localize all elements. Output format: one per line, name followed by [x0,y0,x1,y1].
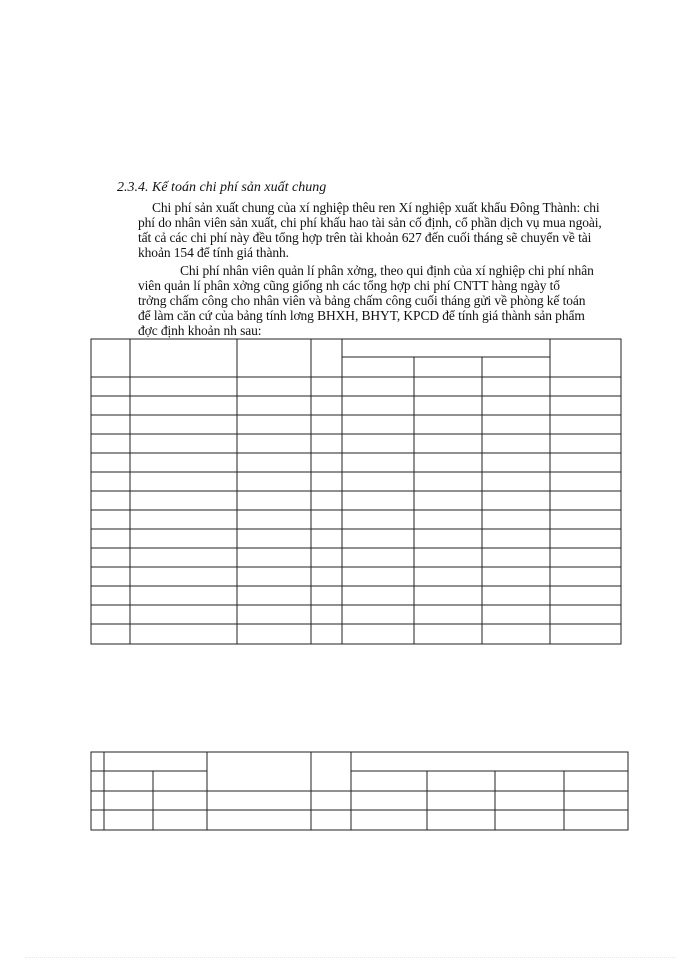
paragraph-2-line: trởng chấm công cho nhân viên và bảng chấm công cuối tháng gửi về phòng kế toán [138,293,586,308]
paragraph-2-line: để làm căn cứ của bảng tính lơng BHXH, BHYT, KPCD để tính giá thành sản phẩm [138,308,585,323]
paragraph-2-line: Chi phí nhân viên quản lí phân xởng, theo qui định của xí nghiệp chi phí nhân [180,263,594,278]
paragraph-1-line: Chi phí sản xuất chung của xí nghiệp thêu ren Xí nghiệp xuất khẩu Đông Thành: chi [152,200,600,215]
paragraph-2-line: viên quản lí phân xởng cũng giống nh các tổng hợp chi phí CNTT hàng ngày tổ [138,278,560,293]
paragraph-1-line: phí do nhân viên sản xuất, chi phí khấu hao tài sản cố định, cổ phần dịch vụ mua ngoài, [138,215,602,230]
table-1-border [91,339,621,644]
page-bottom-rule [25,957,675,958]
paragraph-1-line: khoản 154 để tính giá thành. [138,245,289,260]
paragraph-2-line: đợc định khoản nh sau: [138,323,262,338]
paragraph-1-line: tất cả các chi phí này đều tổng hợp trên tài khoản 627 đến cuối tháng sẽ chuyển về tài [138,230,592,245]
section-heading: 2.3.4. Kế toán chi phí sản xuất chung [117,180,327,195]
